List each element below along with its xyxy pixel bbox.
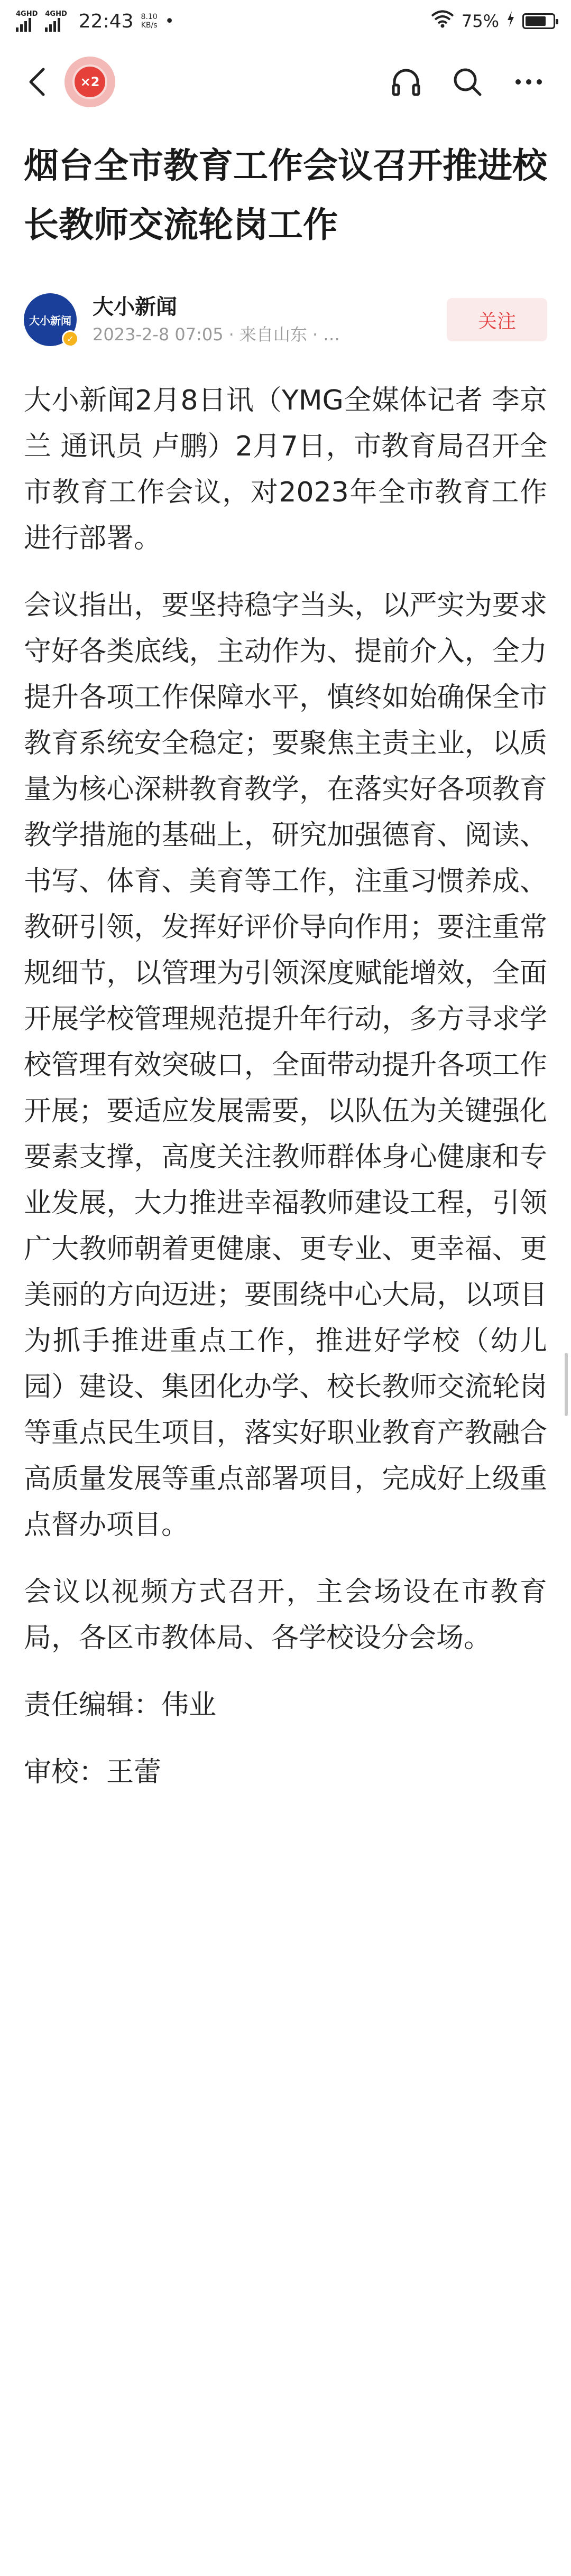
follow-button[interactable]: 关注 xyxy=(447,298,547,341)
editor-credit: 责任编辑：伟业 xyxy=(24,1689,217,1721)
network-tag-1 xyxy=(16,11,38,32)
top-nav-bar xyxy=(0,48,571,116)
battery-level-fill xyxy=(526,16,546,26)
paragraph: 大小新闻2月8日讯（YMG全媒体记者 李京兰 通讯员 卢鹏）2月7日，市教育局召开全市教育工作会议，对2023年全市教育工作进行部署。 xyxy=(24,385,547,554)
status-bar xyxy=(0,0,571,42)
avatar-label: 大小新闻 xyxy=(29,314,71,327)
author-subline xyxy=(93,323,447,346)
paragraph: 会议以视频方式召开，主会场设在市教育局，各区市教体局、各学校设分会场。 xyxy=(24,1576,547,1654)
author-avatar[interactable] xyxy=(24,293,77,346)
article-title: 烟台全市教育工作会议召开推进校长教师交流轮岗工作 xyxy=(24,145,547,245)
meta-more: · … xyxy=(312,324,340,345)
author-name[interactable]: 大小新闻 xyxy=(93,295,177,319)
publish-location: 来自山东 xyxy=(239,324,307,345)
paragraph: 会议指出，要坚持稳字当头，以严实为要求守好各类底线，主动作为、提前介入，全力提升各项工作保障水平，慎终如始确保全市教育系统安全稳定；要聚焦主责主业，以质量为核心深耕教育教学，在落实好各项教育教学措施的基础上，研究加强德育、阅读、书写、体育、美育等工作，注重习惯养成、教研引领，发挥好评价导向作用；要注重常规细节，以管理为引领深度赋能增效，全面开展学校管理规范提升年行动，多方寻求学校管理有效突破口，全面带动提升各项工作开展；要适应发展需要，以队伍为关键强化要素支撑，高度关注教师群体身心健康和专业发展，大力推进幸福教师建设工程，引领广大教师朝着更健康、更专业、更幸福、更美丽的方向迈进；要围绕中心大局，以项目为抓手推进重点工作，推进好学校（幼儿园）建设、集团化办学、校长教师交流轮岗等重点民生项目，落实好职业教育产教融合高质量发展等重点部署项目，完成好上级重点督办项目。 xyxy=(24,590,547,1541)
back-icon[interactable] xyxy=(21,66,53,98)
wifi-icon xyxy=(431,10,454,32)
author-meta xyxy=(93,293,447,346)
charging-icon xyxy=(506,11,515,31)
status-right xyxy=(431,10,555,32)
more-icon[interactable] xyxy=(508,61,550,103)
battery-icon xyxy=(522,13,555,29)
headphones-icon[interactable] xyxy=(385,61,427,103)
signal-bars-2-icon xyxy=(45,18,67,32)
scrollbar[interactable] xyxy=(565,1353,568,1416)
signal-bars-icon xyxy=(16,18,38,32)
author-row xyxy=(24,288,547,351)
battery-percent: 75% xyxy=(461,11,499,31)
network-tag-2 xyxy=(45,11,67,32)
meta-separator: · xyxy=(228,324,234,345)
proofreader-credit: 审校：王蕾 xyxy=(24,1756,162,1788)
notification-dot: • xyxy=(164,12,174,31)
search-icon[interactable] xyxy=(446,61,489,103)
network-speed-value: 8.10 xyxy=(141,13,158,21)
status-left xyxy=(16,11,174,32)
network-type-label: 4GHD xyxy=(16,10,38,18)
app-badge-button[interactable] xyxy=(65,57,115,107)
article-body xyxy=(24,378,547,1817)
publish-date: 2023-2-8 07:05 xyxy=(93,324,224,345)
network-type-label-2: 4GHD xyxy=(45,10,67,18)
status-time: 22:43 xyxy=(78,10,134,32)
network-speed-unit: KB/s xyxy=(141,21,158,30)
network-speed xyxy=(141,13,158,30)
verified-icon: ✓ xyxy=(62,330,79,347)
app-badge-label: ×2 xyxy=(72,64,107,99)
